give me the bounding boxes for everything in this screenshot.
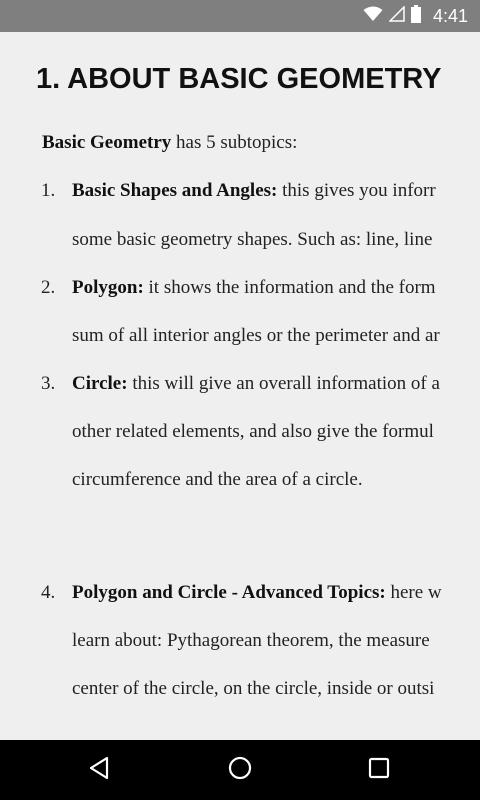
status-bar	[0, 0, 480, 32]
recents-button[interactable]	[339, 740, 419, 800]
list-item-line: other related elements, and also give the formul	[72, 421, 434, 442]
list-number: 3.	[41, 373, 56, 394]
page-title: 1. ABOUT BASIC GEOMETRY	[36, 63, 442, 95]
list-item-line: learn about: Pythagorean theorem, the measure	[72, 630, 430, 651]
navigation-bar	[0, 740, 480, 800]
signal-icon	[389, 6, 405, 27]
back-icon	[87, 755, 113, 786]
list-item-heading: Polygon:	[72, 277, 144, 298]
battery-icon	[411, 5, 421, 28]
list-number: 1.	[41, 180, 56, 201]
list-item-line	[72, 277, 436, 299]
status-time: 4:41	[432, 5, 468, 26]
list-item-line: center of the circle, on the circle, inside or outsi	[72, 678, 435, 699]
list-item-line: sum of all interior angles or the perimeter and ar	[72, 325, 440, 346]
home-icon	[227, 755, 253, 786]
recents-icon	[367, 756, 391, 785]
list-item-heading: Basic Shapes and Angles:	[72, 180, 278, 201]
list-item-line: circumference and the area of a circle.	[72, 469, 363, 490]
back-button[interactable]	[60, 740, 140, 800]
list-item-heading: Circle:	[72, 373, 128, 394]
list-item-line	[72, 180, 436, 202]
home-button[interactable]	[200, 740, 280, 800]
list-item-line	[72, 582, 442, 604]
list-item-line	[72, 373, 440, 395]
list-item-text: here w	[385, 582, 442, 603]
list-item-heading: Polygon and Circle - Advanced Topics:	[72, 582, 386, 603]
list-number: 2.	[41, 277, 56, 298]
intro-rest: has 5 subtopics:	[171, 132, 298, 153]
list-number: 4.	[41, 582, 56, 603]
intro-bold: Basic Geometry	[42, 132, 172, 153]
document-content[interactable]	[0, 32, 480, 740]
intro-text	[42, 132, 297, 154]
status-icons	[363, 0, 468, 32]
list-item-text: this will give an overall information of a	[127, 373, 440, 394]
list-item-text: it shows the information and the form	[143, 277, 436, 298]
list-item-line: some basic geometry shapes. Such as: line, line	[72, 229, 433, 250]
list-item-text: this gives you inforr	[277, 180, 436, 201]
wifi-icon	[363, 6, 383, 27]
